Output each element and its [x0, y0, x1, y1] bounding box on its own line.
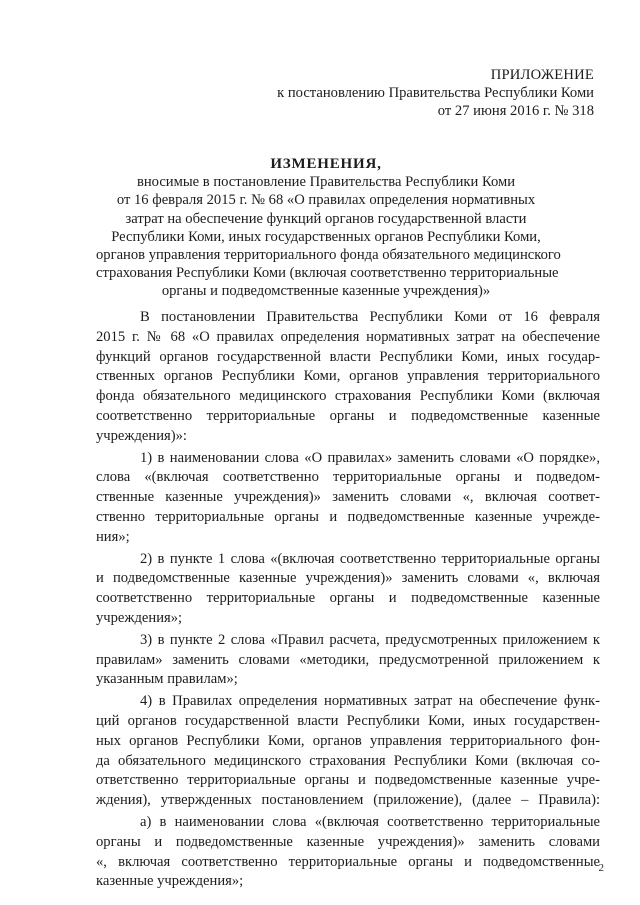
document-body — [96, 308, 600, 894]
text-line: ных органов Республики Коми, органов управления территориального фон- — [96, 732, 600, 749]
text-line: ответственно территориальные органы и подведомственные казенные учре- — [96, 772, 600, 789]
text-line: ций органов государственной власти Республики Коми, иных государствен- — [96, 712, 600, 729]
text-line: а) в наименовании слова «(включая соответственно территориальные — [140, 813, 600, 830]
text-line: правилам» заменить словами «методики, предусмотренной приложением к — [96, 651, 600, 668]
text-line: 2) в пункте 1 слова «(включая соответственно территориальные органы — [140, 550, 600, 567]
text-line: учреждения)»: — [96, 427, 187, 444]
title-line: страхования Республики Коми (включая соответственно территориальные — [96, 265, 559, 282]
text-line: казенные учреждения»; — [96, 873, 244, 890]
page-number: 2 — [598, 862, 604, 874]
text-line: органы и подведомственные казенные учреждения)» заменить словами — [96, 833, 600, 850]
title-line: вносимые в постановление Правительства Республики Коми — [136, 174, 516, 191]
text-line: ственных органов Республики Коми, органов управления территориального — [96, 368, 600, 385]
text-line: ственно территориальные органы и подведомственные казенные учрежде- — [96, 508, 600, 525]
title-line: затрат на обеспечение функций органов государственной власти — [125, 210, 527, 227]
text-line: ждения), утвержденных постановлением (приложение), (далее – Правила): — [96, 792, 600, 809]
text-line: «, включая соответственно территориальные органы и подведомственные — [96, 853, 600, 870]
paragraph-item-3 — [96, 631, 600, 690]
text-line: да обязательного медицинского страхования Республики Коми (включая со- — [96, 752, 600, 769]
text-line: функций органов государственной власти Республики Коми, иных государ- — [96, 348, 600, 365]
text-line: 4) в Правилах определения нормативных затрат на обеспечение функ- — [140, 693, 600, 710]
title-line: от 16 февраля 2015 г. № 68 «О правилах определения нормативных — [116, 192, 536, 209]
document-title — [96, 155, 561, 301]
text-line: слова «(включая соответственно территориальные органы и подведом- — [96, 469, 600, 486]
paragraph-item-4a — [96, 813, 600, 892]
appendix-header — [277, 66, 594, 120]
title-line: органов управления территориального фонда обязательного медицинского — [96, 247, 561, 264]
text-line: и подведомственные казенные учреждения)» заменить словами «, включая — [96, 570, 600, 587]
text-line: ственные казенные учреждения)» заменить словами «, включая соответ- — [96, 489, 600, 506]
text-line: указанным правилам»; — [96, 671, 238, 688]
text-line: В постановлении Правительства Республики Коми от 16 февраля — [140, 309, 600, 325]
paragraph-intro — [96, 308, 600, 447]
text-line: соответственно территориальные органы и подведомственные казенные — [96, 407, 600, 424]
text-line: 3) в пункте 2 слова «Правил расчета, предусмотренных приложением к — [140, 631, 600, 648]
text-line: соответственно территориальные органы и подведомственные казенные — [96, 590, 600, 607]
text-line: учреждения»; — [96, 609, 183, 626]
appendix-label: ПРИЛОЖЕНИЕ — [490, 67, 594, 83]
text-line: 2015 г. № 68 «О правилах определения нормативных затрат на обеспечение — [96, 328, 600, 345]
paragraph-item-1 — [96, 449, 600, 548]
appendix-date: от 27 июня 2016 г. № 318 — [437, 103, 594, 119]
appendix-reference: к постановлению Правительства Республики Коми — [277, 85, 594, 101]
text-line: фонда обязательного медицинского страхования Республики Коми (включая — [96, 388, 600, 405]
title-line: органы и подведомственные казенные учреждения)» — [161, 283, 491, 300]
text-line: ния»; — [96, 528, 130, 545]
title-line: Республики Коми, иных государственных органов Республики Коми, — [111, 228, 541, 245]
paragraph-item-2 — [96, 550, 600, 629]
title-heading: ИЗМЕНЕНИЯ, — [270, 156, 382, 172]
paragraph-item-4 — [96, 692, 600, 811]
text-line: 1) в наименовании слова «О правилах» заменить словами «О порядке», — [140, 449, 600, 466]
